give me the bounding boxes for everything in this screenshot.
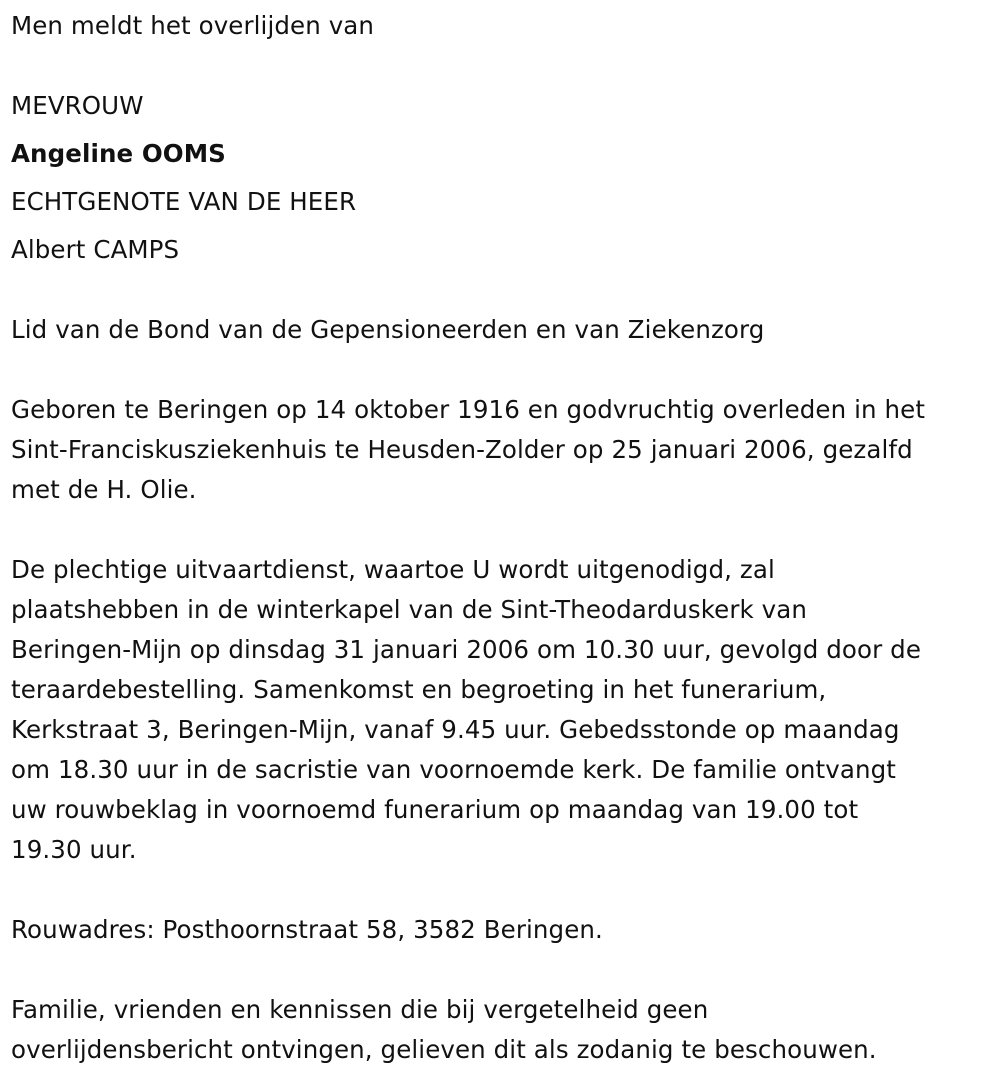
service-line: Kerkstraat 3, Beringen-Mijn, vanaf 9.45 uur. Gebedsstonde op maandag: [11, 715, 900, 744]
service-line: 19.30 uur.: [11, 835, 137, 864]
spouse-name: Albert CAMPS: [11, 235, 180, 264]
closing-line: Familie, vrienden en kennissen die bij vergetelheid geen: [11, 995, 709, 1024]
spouse-prefix: ECHTGENOTE VAN DE HEER: [11, 187, 357, 216]
closing-line: overlijdensbericht ontvingen, gelieven dit als zodanig te beschouwen.: [11, 1035, 877, 1064]
service-line: uw rouwbeklag in voornoemd funerarium op maandag van 19.00 tot: [11, 795, 859, 824]
deceased-name: Angeline OOMS: [11, 139, 226, 168]
service-line: plaatshebben in de winterkapel van de Sint-Theodarduskerk van: [11, 595, 808, 624]
funeral-address: Rouwadres: Posthoornstraat 58, 3582 Beringen.: [11, 915, 603, 944]
service-line: teraardebestelling. Samenkomst en begroeting in het funerarium,: [11, 675, 827, 704]
birth-line: Sint-Franciskusziekenhuis te Heusden-Zolder op 25 januari 2006, gezalfd: [11, 435, 913, 464]
service-line: Beringen-Mijn op dinsdag 31 januari 2006 om 10.30 uur, gevolgd door de: [11, 635, 921, 664]
honorific: MEVROUW: [11, 91, 144, 120]
service-line: De plechtige uitvaartdienst, waartoe U wordt uitgenodigd, zal: [11, 555, 775, 584]
birth-line: Geboren te Beringen op 14 oktober 1916 en godvruchtig overleden in het: [11, 395, 926, 424]
intro-text: Men meldt het overlijden van: [11, 11, 375, 40]
service-line: om 18.30 uur in de sacristie van voornoemde kerk. De familie ontvangt: [11, 755, 896, 784]
birth-line: met de H. Olie.: [11, 475, 197, 504]
membership-text: Lid van de Bond van de Gepensioneerden en van Ziekenzorg: [11, 315, 765, 344]
